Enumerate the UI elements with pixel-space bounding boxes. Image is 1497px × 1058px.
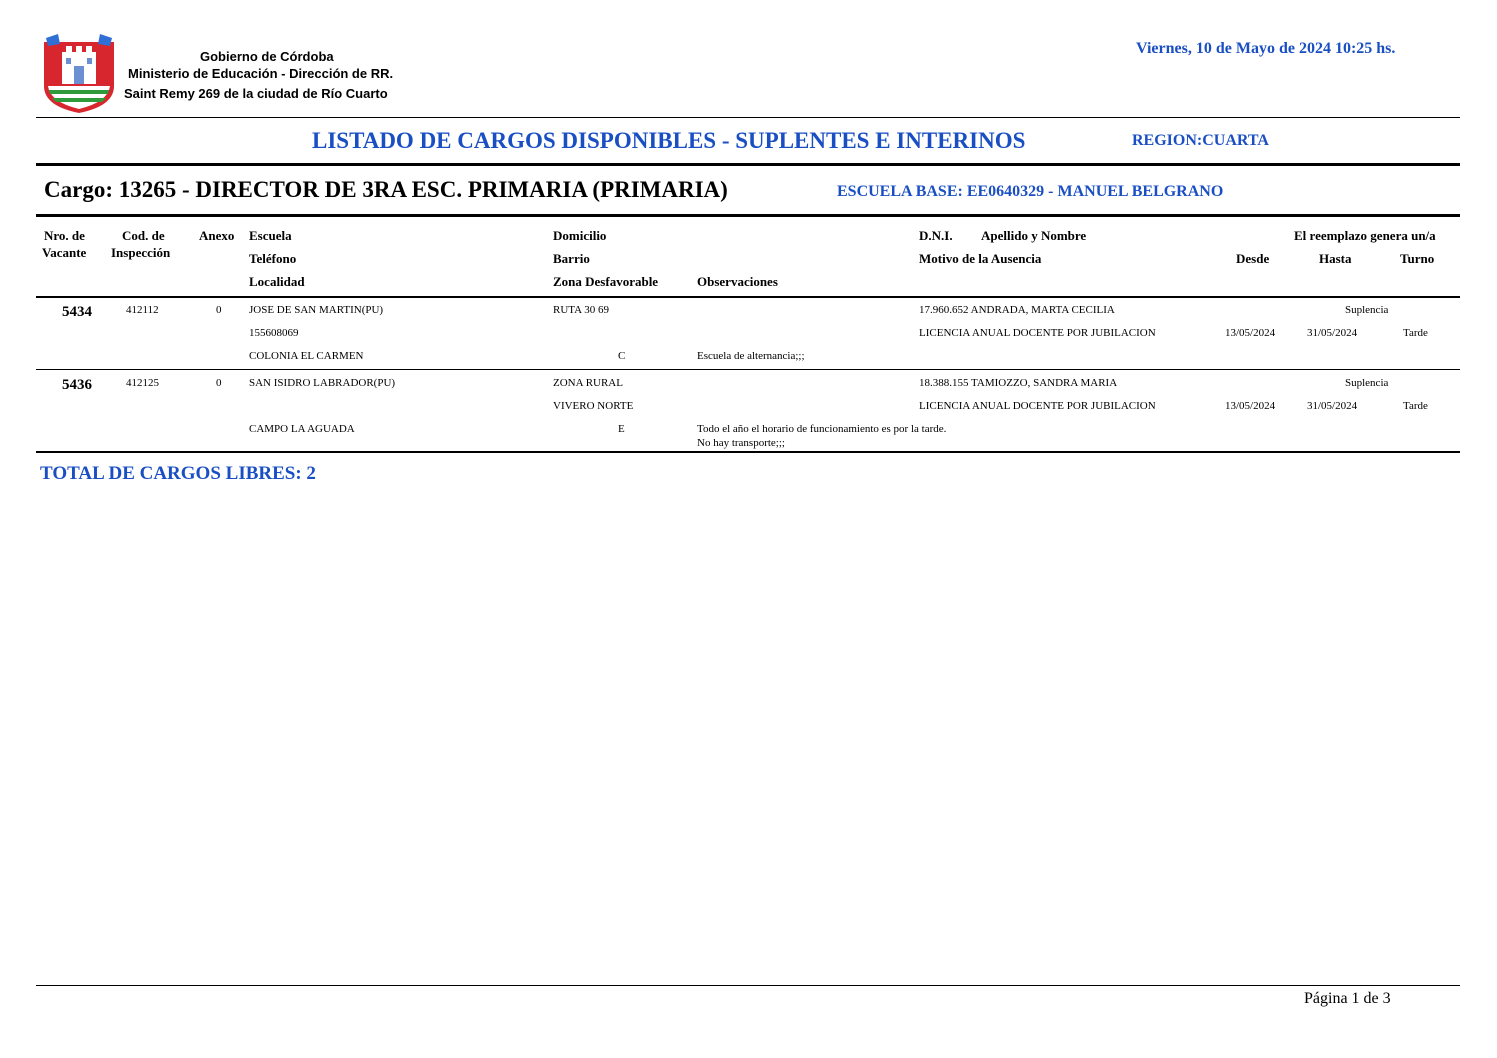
turno: Tarde (1403, 400, 1428, 412)
col-barrio: Barrio (553, 251, 590, 266)
col-apellido: Apellido y Nombre (981, 228, 1087, 243)
vacante-number: 5434 (62, 304, 92, 320)
anexo: 0 (216, 304, 222, 316)
vacante-number: 5436 (62, 377, 92, 393)
title-divider (36, 163, 1460, 166)
domicilio: ZONA RURAL (553, 377, 623, 389)
col-observaciones: Observaciones (697, 274, 778, 289)
table-bottom-divider (36, 451, 1460, 453)
address: Saint Remy 269 de la ciudad de Río Cuarto (124, 86, 388, 101)
footer-divider (36, 985, 1460, 986)
col-hasta: Hasta (1319, 251, 1352, 266)
col-telefono: Teléfono (249, 251, 297, 266)
observaciones-cont: No hay transporte;;; (697, 437, 785, 449)
fecha-desde: 13/05/2024 (1225, 400, 1276, 412)
barrio: VIVERO NORTE (553, 400, 634, 412)
domicilio: RUTA 30 69 (553, 304, 609, 316)
zona-desfavorable: C (618, 350, 626, 362)
escuela-base: ESCUELA BASE: EE0640329 - MANUEL BELGRANO (837, 183, 1224, 200)
report-datetime: Viernes, 10 de Mayo de 2024 10:25 hs. (1136, 40, 1396, 57)
col-domicilio: Domicilio (553, 228, 607, 243)
page-number: Página 1 de 3 (1304, 990, 1391, 1007)
col-nro-de: Nro. de (44, 228, 85, 243)
localidad: CAMPO LA AGUADA (249, 423, 355, 435)
dni-nombre: 18.388.155 TAMIOZZO, SANDRA MARIA (919, 377, 1118, 389)
motivo-ausencia: LICENCIA ANUAL DOCENTE POR JUBILACION (919, 400, 1156, 412)
cod-inspeccion: 412125 (126, 377, 159, 389)
total-cargos: TOTAL DE CARGOS LIBRES: 2 (40, 463, 316, 484)
tipo-reemplazo: Suplencia (1345, 304, 1389, 316)
coat-of-arms-icon (40, 34, 118, 114)
dni-nombre: 17.960.652 ANDRADA, MARTA CECILIA (919, 304, 1115, 316)
zona-desfavorable: E (618, 423, 625, 435)
col-motivo: Motivo de la Ausencia (919, 251, 1042, 266)
col-inspeccion: Inspección (111, 245, 171, 260)
org-name: Gobierno de Córdoba (200, 49, 334, 64)
col-zona: Zona Desfavorable (553, 274, 659, 289)
col-desde: Desde (1236, 251, 1270, 266)
col-localidad: Localidad (249, 274, 305, 289)
escuela: JOSE DE SAN MARTIN(PU) (249, 304, 384, 316)
ministry-name: Ministerio de Educación - Dirección de RR. (128, 66, 394, 81)
header-row-divider (36, 296, 1460, 298)
col-escuela: Escuela (249, 228, 292, 243)
fecha-hasta: 31/05/2024 (1307, 400, 1358, 412)
cargo-divider (36, 214, 1460, 217)
turno: Tarde (1403, 327, 1428, 339)
col-cod-de: Cod. de (122, 228, 165, 243)
anexo: 0 (216, 377, 222, 389)
region-label: REGION:CUARTA (1132, 132, 1269, 149)
escuela: SAN ISIDRO LABRADOR(PU) (249, 377, 396, 389)
col-reemplazo: El reemplazo genera un/a (1294, 228, 1436, 243)
col-anexo: Anexo (199, 228, 235, 243)
col-turno: Turno (1400, 251, 1435, 266)
fecha-desde: 13/05/2024 (1225, 327, 1276, 339)
header-divider (36, 117, 1460, 118)
cod-inspeccion: 412112 (126, 304, 159, 316)
fecha-hasta: 31/05/2024 (1307, 327, 1358, 339)
col-vacante: Vacante (42, 245, 87, 260)
observaciones: Todo el año el horario de funcionamiento es por la tarde. (697, 423, 947, 435)
localidad: COLONIA EL CARMEN (249, 350, 364, 362)
cargo-title: Cargo: 13265 - DIRECTOR DE 3RA ESC. PRIMARIA (PRIMARIA) (44, 177, 728, 202)
row-divider (36, 369, 1460, 370)
tipo-reemplazo: Suplencia (1345, 377, 1389, 389)
telefono: 155608069 (249, 327, 299, 339)
report-title: LISTADO DE CARGOS DISPONIBLES - SUPLENTES E INTERINOS (312, 128, 1026, 153)
col-dni: D.N.I. (919, 228, 953, 243)
observaciones: Escuela de alternancia;;; (697, 350, 805, 362)
motivo-ausencia: LICENCIA ANUAL DOCENTE POR JUBILACION (919, 327, 1156, 339)
